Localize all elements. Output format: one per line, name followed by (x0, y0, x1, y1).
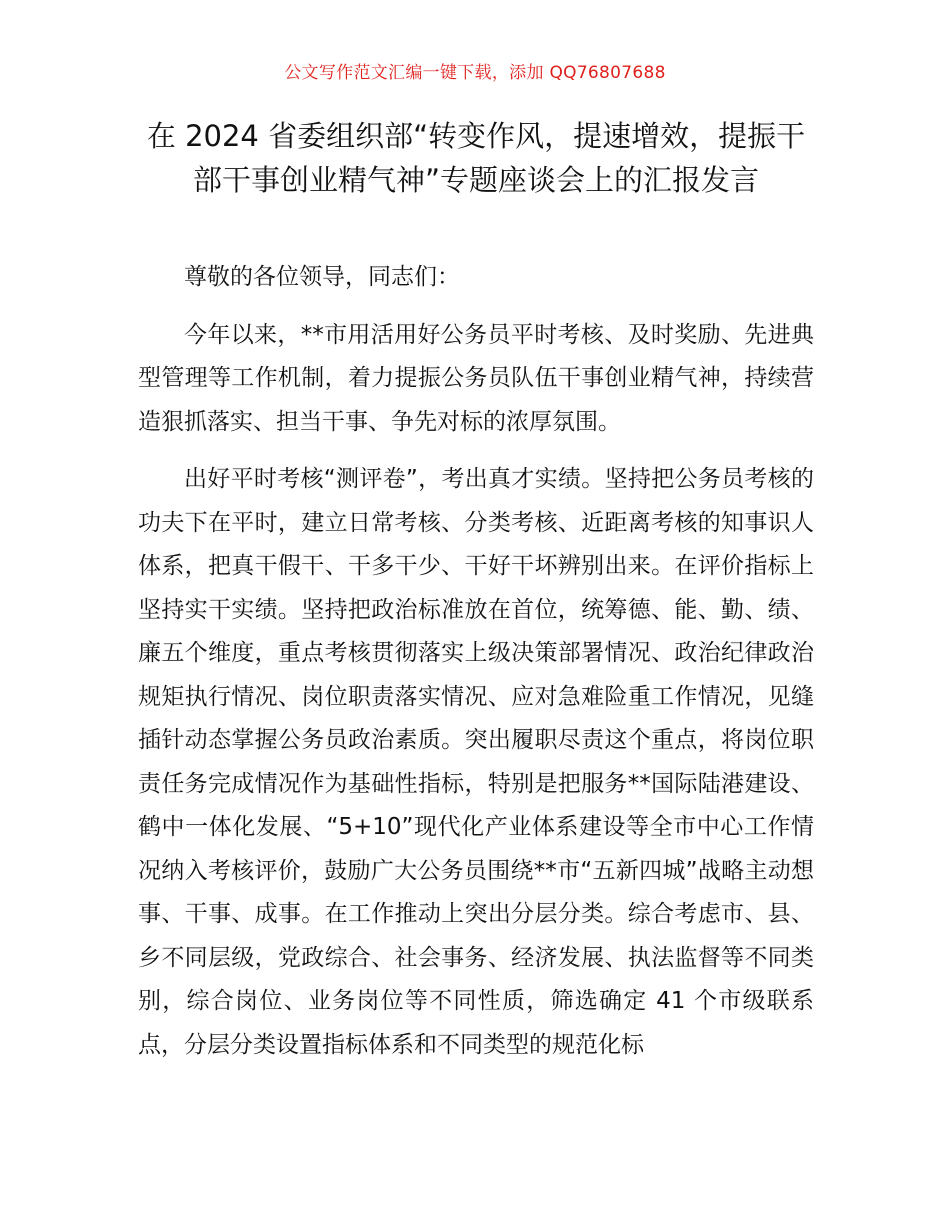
document-title: 在 2024 省委组织部“转变作风，提速增效，提振干部干事创业精气神”专题座谈会上的汇报发言 (146, 119, 806, 197)
download-notice: 公文写作范文汇编一键下载，添加 QQ76807688 (284, 63, 666, 83)
paragraph-intro: 今年以来，**市用活用好公务员平时考核、及时奖励、先进典型管理等工作机制，着力提振公务员队伍干事创业精气神，持续营造狠抓落实、担当干事、争先对标的浓厚氛围。 (138, 321, 814, 435)
paragraph-assessment: 出好平时考核“测评卷”，考出真才实绩。坚持把公务员考核的功夫下在平时，建立日常考核、分类考核、近距离考核的知事识人体系，把真干假干、干多干少、干好干坏辨别出来。在评价指标上坚持实干实绩。坚持把政治标准放在首位，统筹德、能、勤、绩、廉五个维度，重点考核贯彻落实上级决策部署情况、政治纪律政治规矩执行情况、岗位职责落实情况、应对急难险重工作情况，见缝插针动态掌握公务员政治素质。突出履职尽责这个重点，将岗位职责任务完成情况作为基础性指标，特别是把服务**国际陆港建设、鹤中一体化发展、“5+10”现代化产业体系建设等全市中心工作情况纳入考核评价，鼓励广大公务员围绕**市“五新四城”战略主动想事、干事、成事。在工作推动上突出分层分类。综合考虑市、县、乡不同层级，党政综合、社会事务、经济发展、执法监督等不同类别，综合岗位、业务岗位等不同性质，筛选确定 41 个市级联系点，分层分类设置指标体系和不同类型的规范化标 (138, 466, 814, 1058)
document-body (138, 256, 814, 1067)
salutation: 尊敬的各位领导，同志们： (184, 264, 460, 290)
